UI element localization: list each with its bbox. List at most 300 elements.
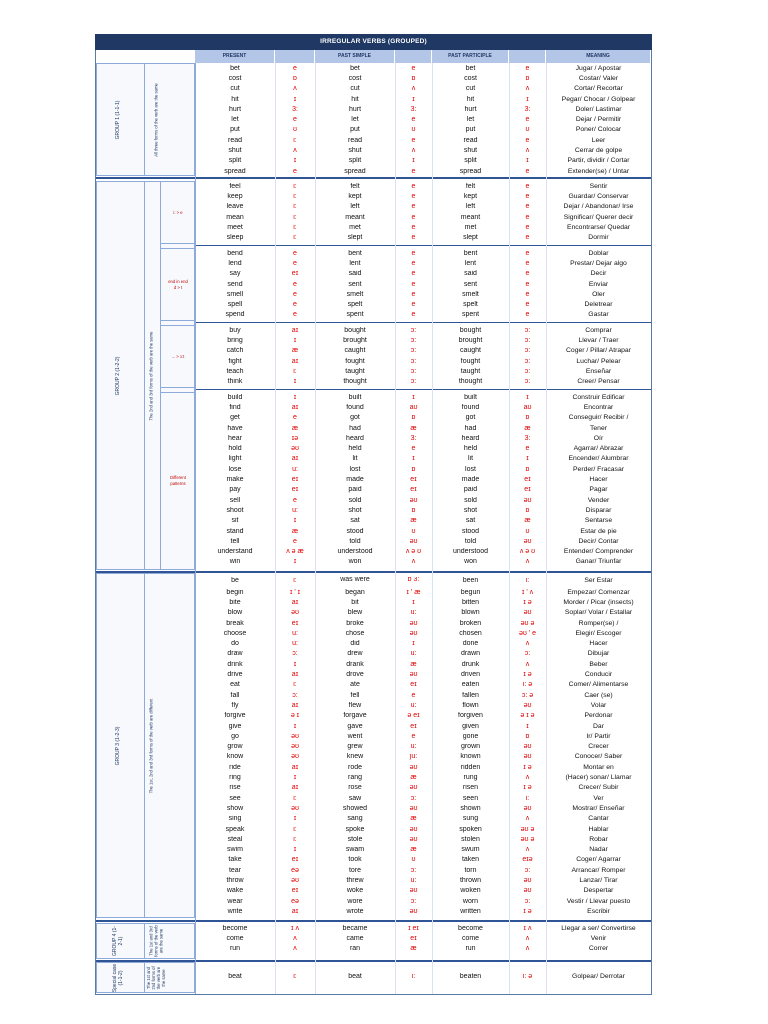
verb-past-simple: built [348,393,362,401]
group-divider [144,181,145,570]
sound-past-participle: e [525,445,530,453]
verb-meaning: Robar [589,835,608,843]
sound-past-participle: e [525,116,530,124]
verb-present: begin [226,588,244,596]
sound-present: e [293,414,297,422]
sound-past-simple: e [411,192,416,200]
table-row [195,392,651,402]
table-row [195,413,651,423]
table-row [195,742,651,752]
verb-present: shut [228,147,242,155]
verb-present: cost [228,74,242,82]
sound-present: əʊ [291,732,299,740]
table-row [195,923,651,933]
table-row [195,944,651,954]
verb-meaning: Encontrarse/ Quedar [566,223,631,231]
verb-past-simple: came [346,935,364,943]
verb-past-simple: swam [345,846,365,854]
sound-present: ɪ [293,558,297,566]
verb-present: hear [227,434,242,442]
verb-past-participle: hit [466,95,475,103]
verb-present: drive [227,671,243,679]
sound-present: i: [293,182,297,190]
verb-present: tear [228,866,242,874]
sound-past-simple: əʊ [409,537,418,545]
subgroup-label [160,210,196,216]
sound-present: ɪ [293,157,297,165]
sound-past-participle: e [525,311,530,319]
sound-present: aɪ [291,784,299,792]
verb-meaning: Cerrar de golpe [574,147,623,155]
column-header: PRESENT [195,50,275,63]
verb-meaning: Doler/ Lastimar [575,105,622,113]
table-row [195,233,651,243]
verb-past-participle: told [464,537,477,545]
verb-present: come [226,935,244,943]
table-row [195,834,651,844]
verb-meaning: Soplar/ Volar / Estallar [564,609,633,617]
verb-past-participle: thought [458,378,483,386]
verb-past-simple: saw [348,794,362,802]
verb-past-simple: spent [346,311,364,319]
table-row [195,536,651,546]
sound-past-participle: ɪ [526,157,529,165]
sound-present: aɪ [291,455,299,463]
sound-past-participle: i: [525,576,530,584]
table-row [195,433,651,443]
sound-past-simple: əʊ [409,804,418,812]
table-row [195,444,651,454]
sound-present: i: [293,576,297,584]
verb-past-simple: left [350,203,360,211]
verb-past-simple: sent [348,280,362,288]
verb-past-simple: drank [346,660,364,668]
sound-present: u: [292,640,298,648]
sound-past-simple: ɪ eɪ [408,924,419,932]
sound-past-participle: əʊ ə [520,619,535,627]
table-row [195,597,651,607]
sound-past-simple: u: [410,877,417,885]
sound-present: əʊ [291,877,299,885]
table-row [195,968,651,984]
sound-past-participle: e [525,301,530,309]
verb-past-participle: eaten [461,681,480,689]
sound-past-participle: ɪ ə [523,598,532,606]
verb-past-simple: drove [346,671,364,679]
sound-past-participle: eɪ [524,476,531,484]
verb-present: be [231,576,239,584]
verb-past-participle: ridden [460,763,481,771]
verb-past-participle: cost [464,74,477,82]
sound-past-simple: ʊ [411,126,416,134]
verb-past-simple: rang [347,774,362,782]
sound-past-participle: i: [525,794,530,802]
verb-meaning: Leer [591,136,606,144]
sound-past-simple: ɔ: [410,367,417,375]
table-row [195,202,651,212]
sound-past-participle: ɪ ə [523,671,532,679]
verb-present: pay [229,486,241,494]
sound-past-simple: 3: [410,105,417,113]
verb-present: hold [228,445,242,453]
table-row [195,896,651,906]
verb-past-simple: blew [347,609,363,617]
verb-past-participle: spelt [463,301,478,309]
verb-meaning: Sentir [589,182,608,190]
verb-present: teach [226,367,244,375]
sound-past-simple: ɪ ' æ [406,588,421,596]
verb-past-participle: built [464,393,477,401]
sound-past-simple: ə eɪ [407,712,420,720]
verb-past-simple: tore [348,866,362,874]
verb-meaning: Prestar/ Dejar algo [570,259,627,267]
sound-present: əʊ [291,804,299,812]
verb-meaning: Vestir / Llevar puesto [566,897,631,905]
sound-present: aɪ [291,598,299,606]
verb-past-participle: held [463,445,478,453]
verb-past-simple: ate [350,681,360,689]
sound-present: aɪ [291,357,299,365]
verb-past-participle: gone [462,732,479,740]
sound-past-simple: ɔ: [410,357,417,365]
table-row [195,454,651,464]
verb-meaning: Conocer/ Saber [574,753,623,761]
verb-past-simple: took [348,856,362,864]
section-separator [96,177,651,179]
verb-meaning: Extender(se) / Untar [567,167,630,175]
sound-past-simple: ɪ [412,598,415,606]
verb-past-simple: bit [351,598,359,606]
table-row [195,269,651,279]
sound-past-simple: əʊ [409,496,418,504]
verb-meaning: Decir/ Contar [578,537,619,545]
verb-past-participle: risen [462,784,479,792]
sound-present: ɪ [293,393,297,401]
verb-past-participle: been [462,576,479,584]
group-divider [144,923,145,959]
verb-past-participle: understood [452,548,489,556]
table-row [195,84,651,94]
column-header: MEANING [546,50,651,63]
sound-past-simple: əʊ [409,784,418,792]
verb-present: buy [229,326,241,334]
sound-past-participle: ɪ [526,95,529,103]
verb-past-participle: kept [463,192,478,200]
sound-present: e [293,116,297,124]
verb-past-participle: slept [463,234,478,242]
table-row [195,191,651,201]
verb-past-simple: grew [347,743,363,751]
table-row [195,608,651,618]
sound-past-simple: e [411,280,416,288]
sound-past-participle: ɔ: [524,367,531,375]
table-row [195,423,651,433]
group-note: The 2nd and 3rd forms of the verb are the same [148,331,154,420]
sound-present: eɪ [291,270,299,278]
verb-present: put [230,126,240,134]
verb-past-simple: rode [347,763,362,771]
verb-past-simple: put [350,126,360,134]
verb-present: wear [227,897,243,905]
verb-past-participle: stolen [461,835,480,843]
verb-meaning: Disparar [585,506,612,514]
column-header [275,50,315,63]
verb-meaning: Gastar [588,311,609,319]
verb-present: say [229,270,241,278]
sound-past-participle: ʊ [525,126,530,134]
verb-meaning: Dar [593,722,604,730]
verb-present: write [227,907,243,915]
table-title: IRREGULAR VERBS (GROUPED) [95,34,652,50]
sound-present: ɒ [293,74,297,82]
sound-present: ə ɪ [290,712,300,720]
table-row [195,886,651,896]
table-row [195,721,651,731]
verb-past-simple: split [348,157,362,165]
verb-past-simple: spelt [347,301,363,309]
verb-past-simple: made [346,476,364,484]
verb-present: fight [228,357,242,365]
table-row [195,649,651,659]
verb-past-participle: spread [459,167,482,175]
sound-past-simple: eɪ [410,722,417,730]
verb-past-simple: fell [350,691,360,699]
verb-meaning: Dibujar [587,650,610,658]
verb-past-simple: slept [347,234,363,242]
verb-past-participle: split [464,157,477,165]
sound-past-participle: əʊ [523,753,532,761]
sound-present: aɪ [291,326,299,334]
sound-past-simple: ɔ: [410,378,417,386]
sound-past-participle: əʊ [523,609,532,617]
sound-past-participle: 3: [524,105,531,113]
sound-past-participle: e [525,270,530,278]
subgroup-label-line: ... > ɔ:t [171,353,185,359]
sound-past-participle: ɪ [526,722,529,730]
verb-meaning: Coger / Pillar/ Atrapar [566,347,631,355]
verb-meaning: Tener [589,424,607,432]
sound-past-simple: ʊ [411,527,416,535]
sound-past-simple: əʊ [409,907,418,915]
verb-present: grow [227,743,243,751]
verb-present: split [228,157,242,165]
verb-past-simple: spread [344,167,366,175]
sound-present: eɪ [291,856,299,864]
verb-past-participle: broken [459,619,482,627]
verb-past-participle: heard [461,434,480,442]
table-row [195,505,651,515]
table-row [195,752,651,762]
table-row [195,495,651,505]
table-row [195,587,651,597]
verb-meaning: Mostrar/ Enseñar [572,804,625,812]
sound-present: eɪ [291,476,299,484]
sound-present: 3: [292,105,298,113]
sound-past-participle: æ [524,424,531,432]
verb-past-simple: bought [344,326,366,334]
verb-past-simple: woke [346,887,364,895]
sound-past-simple: ɪ [412,393,415,401]
table-row [195,793,651,803]
sound-past-participle: e [525,259,530,267]
table-row [195,669,651,679]
sound-past-participle: ʌ ə ʊ [519,548,536,556]
verb-past-participle: seen [462,794,479,802]
sound-past-simple: ɪ [412,455,415,463]
verb-past-participle: taught [460,367,481,375]
verb-past-simple: chose [345,629,365,637]
sound-past-participle: əʊ [523,877,532,885]
sound-past-simple: əʊ [409,887,418,895]
verb-meaning: Venir [590,935,607,943]
verb-present: bite [229,598,241,606]
verb-meaning: Perder/ Fracasar [573,465,624,473]
verb-meaning: (Hacer) sonar/ Llamar [565,774,632,782]
sound-present: ɪ [293,378,297,386]
sound-past-simple: e [411,259,416,267]
verb-present: know [226,753,244,761]
sound-past-participle: əʊ [523,537,532,545]
verb-meaning: Enseñar [585,367,612,375]
verb-present: ride [229,763,241,771]
verb-meaning: Entender/ Comprender [563,548,634,556]
verb-past-simple: beat [348,972,362,980]
sound-past-simple: u: [410,609,417,617]
subgroup-label-line: i: > e [173,209,183,215]
group-divider [144,962,145,993]
sound-past-simple: æ [410,846,417,854]
table-row [195,933,651,943]
verb-present: throw [226,877,244,885]
verb-meaning: Ir/ Partir [586,732,611,740]
column-header: PAST PARTICIPLE [432,50,509,63]
sound-present: ɪ ' ɪ [289,588,301,596]
sound-past-participle: ɪ ə [523,784,532,792]
column-header [395,50,432,63]
verb-past-participle: caught [459,347,482,355]
verb-meaning: Hacer [589,640,608,648]
sound-past-participle: e [525,280,530,288]
verb-past-simple: threw [346,877,364,885]
verb-present: think [227,378,243,386]
table-row [195,464,651,474]
verb-meaning: Golpear/ Derrotar [572,972,625,980]
verb-meaning: Partir, dividir / Cortar [567,157,630,165]
verb-present: go [231,732,239,740]
sound-past-participle: ɒ [525,732,530,740]
sound-present: i: [293,213,297,221]
sound-present: i: [293,203,297,211]
table-row [195,516,651,526]
sound-past-simple: e [411,732,416,740]
verb-past-simple: shot [348,506,362,514]
verb-present: understand [217,548,253,556]
verb-meaning: Empezar/ Comenzar [567,588,630,596]
table-row [195,310,651,320]
verb-past-participle: forgiven [458,712,483,720]
sound-present: aɪ [291,907,299,915]
sound-past-simple: ju: [409,753,418,761]
sound-past-simple: 3: [410,434,417,442]
sound-past-simple: u: [410,701,417,709]
sound-present: ɔ: [292,650,298,658]
verb-past-participle: shot [463,506,478,514]
verb-present: wake [226,887,244,895]
sound-past-participle: ɔ: [524,326,531,334]
sound-past-participle: e [525,213,530,221]
verb-past-simple: told [349,537,361,545]
sound-past-simple: aʊ [409,403,418,411]
sound-past-simple: e [411,203,416,211]
verb-present: cut [230,85,240,93]
sound-past-simple: eɪ [410,681,417,689]
table-row [195,772,651,782]
sound-past-simple: ɔ: [410,336,417,344]
verb-meaning: Guardar/ Conservar [568,192,629,200]
verb-past-participle: drunk [461,660,480,668]
column-header: PAST SIMPLE [315,50,395,63]
sound-present: e [293,537,297,545]
verb-present: beat [228,972,242,980]
verb-present: lend [228,259,242,267]
verb-past-simple: ran [349,945,361,953]
verb-past-simple: kept [348,192,362,200]
verb-meaning: Ver [593,794,604,802]
sound-present: i: [293,972,297,980]
sound-past-participle: ɪ ə [523,907,532,915]
verb-past-simple: hurt [348,105,362,113]
sound-past-participle: ʌ [525,660,530,668]
verb-present: bend [227,249,243,257]
verb-present: swim [227,846,243,854]
sound-past-simple: e [411,213,416,221]
sound-present: i: [293,223,297,231]
verb-past-simple: won [348,558,362,566]
verb-past-participle: got [465,414,476,422]
sound-past-simple: ɪ [412,157,415,165]
sound-past-simple: ʌ ə ʊ [405,548,422,556]
verb-present: eat [230,681,240,689]
table-row [195,803,651,813]
sound-past-simple: əʊ [409,763,418,771]
sound-past-simple: e [411,691,416,699]
table-row [195,783,651,793]
sound-present: i: [293,825,297,833]
sound-past-simple: æ [410,945,417,953]
verb-past-participle: blown [461,609,480,617]
sound-present: i: [293,835,297,843]
verb-present: sleep [226,234,244,242]
table-row [195,402,651,412]
verb-past-simple: found [346,403,364,411]
verb-past-participle: meant [460,213,481,221]
verb-present: have [227,424,243,432]
verb-present: take [228,856,242,864]
verb-meaning: Morder / Picar (insects) [563,598,634,606]
sound-past-simple: æ [410,660,417,668]
table-row [195,356,651,366]
sound-past-simple: e [411,223,416,231]
verb-past-simple: said [348,270,362,278]
verb-meaning: Dejar / Permitir [575,116,622,124]
verb-past-simple: broke [346,619,364,627]
table-row [195,845,651,855]
sound-past-participle: ʌ [525,935,530,943]
sound-past-participle: ʌ [525,774,530,782]
group-divider [144,63,145,176]
verb-meaning: Llevar / Traer [578,336,619,344]
sound-present: eə [291,897,299,905]
